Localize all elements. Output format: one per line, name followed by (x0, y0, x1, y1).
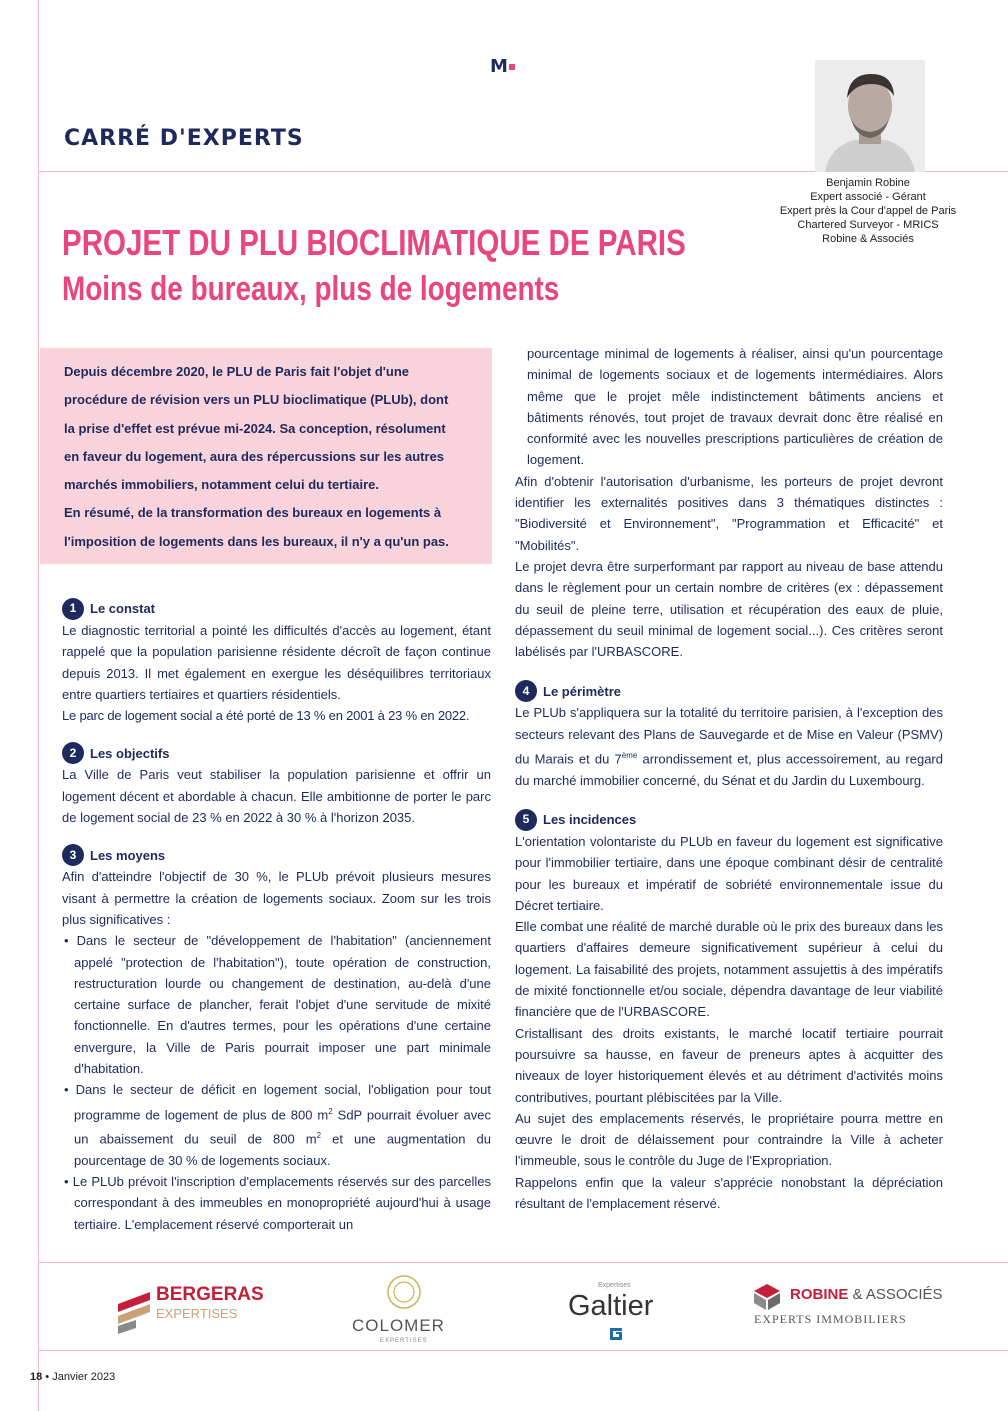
bullet-item: • Dans le secteur de "développement de l'habitation" (anciennement appelé "protection de l'habitation"), toute opération de construction, restructuration lourde ou changement de destination, au-delà d'une certaine surface de plancher, ferait l'objet d'une servitude de mixité fonctionnelle. En d'autres termes, pour les opérations d'une certaine envergure, la Ville de Paris pourrait imposer une part minimale d'habitation. (64, 933, 491, 1077)
bullet-continuation: pourcentage minimal de logements à réaliser, ainsi qu'un pourcentage minimal de logements sociaux et de logements intermédiaires. Alors même que le projet mêle indistinctement bâtiments anciens et bâtiments rénovés, tout projet de travaux devrait donc être réalisé en conformité avec les nouvelles prescriptions particulières de création de logement. (527, 346, 943, 468)
intro-line: procédure de révision vers un PLU bioclimatique (PLUb), dont (64, 392, 449, 408)
section-heading-moyens (62, 844, 491, 866)
paragraph: La Ville de Paris veut stabiliser la population parisienne et offrir un logement décent et abordable à chacun. Elle ambitionne de porter le parc de logement social de 23 % en 2022 à 30 % à l'horizon 2035. (62, 767, 491, 826)
section-heading-constat (62, 598, 491, 620)
paragraph: L'orientation volontariste du PLUb en faveur du logement est significative pour l'immobilier tertiaire, dans une époque combinant désir de centralité pour les bureaux et impératif de sobriété environnementale issue du Décret tertiaire. (515, 833, 943, 913)
paragraph: Le projet devra être surperformant par rapport au niveau de base attendu dans le règlement pour un certain nombre de critères (ex : dépassement du seuil de pleine terre, utilisation et récupération des eaux de pluie, dépassement du seuil minimal de logement social...). Ces critères seront labélisés par l'URBASCORE. (515, 558, 943, 660)
bullet-item: • Dans le secteur de déficit en logement social, l'obligation pour tout programme de logement de plus de 800 $m^2$ SdP pourrait évoluer avec un abaissement du seuil de 800 $m^2$ et une augmentation du pourcentage de 30 % de logements sociaux. (64, 1082, 491, 1168)
page-number: 18 (30, 1371, 43, 1383)
partner-logos (38, 1262, 1008, 1350)
section-heading-text: Le périmètre (543, 683, 622, 699)
robine-mark-icon (752, 1282, 782, 1312)
column-left (62, 586, 491, 1235)
author-photo (815, 60, 925, 172)
intro-line: la prise d'effet est prévue mi-2024. Sa conception, résolument (64, 420, 446, 436)
section-heading-text: Les moyens (90, 847, 166, 863)
paragraph: Elle combat une réalité de marché durable où le prix des bureaux dans les quartiers d'affaires demeure significativement supérieur à celui du logement. La faisabilité des projets, notamment assujettis à des impératifs de mixité fonctionnelle et/ou sociale, dépendra davantage de leur viabilité financière que de l'URBASCORE. (515, 919, 943, 1020)
section-number: 3 (62, 844, 84, 866)
bergeras-mark-icon (116, 1290, 152, 1334)
author-name: Benjamin Robine (826, 177, 910, 189)
section-number: 5 (515, 809, 537, 831)
headline-subtitle: Moins de bureaux, plus de logements (62, 270, 560, 308)
paragraph: Le PLUb s'appliquera sur la totalité du territoire parisien, à l'exception des secteurs relevant des Plans de Sauvegarde et de Mise en Valeur (PSMV) du Marais et du 7ème arrondissement et, plus accessoirement, au regard du marché immobilier concerné, du Sénat et du Jardin du Luxembourg. (515, 705, 943, 788)
page-footer: 18 • Janvier 2023 (30, 1371, 116, 1383)
divider-footer-bottom (38, 1350, 1008, 1351)
issue-date: Janvier 2023 (52, 1371, 116, 1383)
section-number: 1 (62, 598, 84, 620)
section-heading-text: Les incidences (543, 812, 637, 828)
author-role: Chartered Surveyor - MRICS (797, 219, 939, 231)
headline-title: PROJET DU PLU BIOCLIMATIQUE DE PARIS (62, 222, 686, 263)
section-heading-objectifs (62, 742, 491, 764)
section-heading-text: Le constat (90, 601, 156, 617)
paragraph: Cristallisant des droits existants, le marché locatif tertiaire pourrait poursuivre sa hausse, en faveur de preneurs aptes à acquitter des niveaux de loyer historiquement élevés et au détriment d'activités moins contributives, pourtant plébiscitées par la Ville. (515, 1025, 943, 1105)
author-company: Robine & Associés (822, 233, 914, 245)
section-heading-text: Les objectifs (90, 745, 170, 761)
section-heading-incidences (515, 809, 943, 831)
intro-line: en faveur du logement, aura des répercussions sur les autres (64, 448, 445, 464)
intro-line: l'imposition de logements dans les bureaux, il n'y a qu'un pas. (64, 533, 449, 549)
author-role: Expert associé - Gérant (810, 191, 926, 203)
bullet-item: • Le PLUb prévoit l'inscription d'emplacements réservés sur des parcelles correspondant à des immeubles en monopropriété aujourd'hui à usage tertiaire. L'emplacement réservé comporterait un (64, 1174, 491, 1232)
section-heading-perimetre (515, 680, 943, 702)
author-role: Expert près la Cour d'appel de Paris (779, 205, 957, 217)
magazine-logo: M (490, 56, 515, 77)
intro-line: En résumé, de la transformation des bureaux en logements à (64, 505, 442, 521)
intro-line: Depuis décembre 2020, le PLU de Paris fait l'objet d'une (64, 364, 410, 379)
headline (62, 222, 823, 309)
paragraph: Afin d'atteindre l'objectif de 30 %, le PLUb prévoit plusieurs mesures visant à permettre la création de logements sociaux. Zoom sur les trois plus significatives : (62, 869, 491, 927)
intro-box (40, 348, 492, 564)
section-number: 2 (62, 742, 84, 764)
column-right (515, 343, 943, 1214)
colomer-mark-icon (386, 1272, 422, 1312)
intro-line: marchés immobiliers, notamment celui du tertiaire. (64, 477, 379, 493)
colomer-logo: COLOMER EXPERTISES (350, 1272, 460, 1348)
paragraph: Au sujet des emplacements réservés, le propriétaire pourra mettre en œuvre le droit de délaissement pour contraindre la Ville à acheter l'immeuble, sous le contrôle du Juge de l'Expropriation. (515, 1110, 943, 1169)
galtier-logo: Expertises Galtier (568, 1282, 668, 1346)
paragraph: Le diagnostic territorial a pointé les difficultés d'accès au logement, étant rappelé que la population parisienne résidente décroît de façon continue depuis 2013. Il met également en exergue les déséquilibres territoriaux entre quartiers tertiaires et quartiers résidentiels. (62, 623, 491, 702)
galtier-mark-icon (610, 1328, 622, 1340)
paragraph: Rappelons enfin que la valeur s'apprécie nonobstant la dépréciation résultant de l'emplacement réservé. (515, 1174, 943, 1212)
section-number: 4 (515, 680, 537, 702)
robine-logo: ROBINE & ASSOCIÉS EXPERTS IMMOBILIERS (752, 1282, 932, 1332)
margin-line (38, 0, 39, 1411)
paragraph: Le parc de logement social a été porté de 13 % en 2001 à 23 % en 2022. (62, 708, 470, 724)
bergeras-logo: BERGERAS EXPERTISES (116, 1282, 286, 1342)
paragraph: Afin d'obtenir l'autorisation d'urbanisme, les porteurs de projet devront identifier les externalités positives dans 3 thématiques distinctes : "Biodiversité et Environnement", "Programmation et Efficacité" et "Mobilités". (515, 473, 943, 553)
section-title: CARRÉ D'EXPERTS (64, 126, 304, 151)
